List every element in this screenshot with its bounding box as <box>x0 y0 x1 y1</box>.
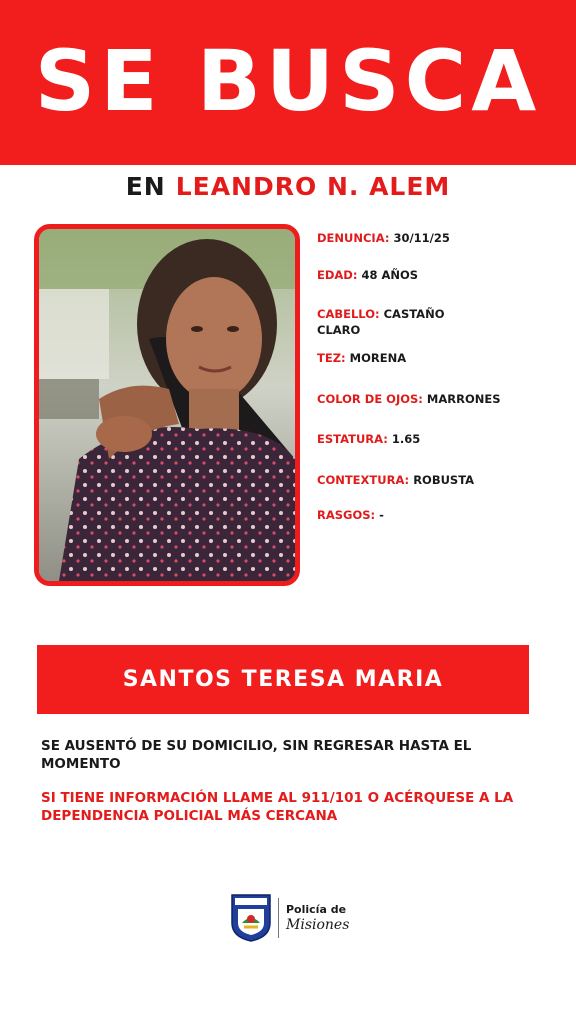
detail-value: 1.65 <box>391 432 421 446</box>
police-shield-icon <box>230 893 272 943</box>
detail-color-ojos <box>317 391 557 407</box>
detail-label: DENUNCIA: <box>317 231 390 245</box>
detail-value: MORENA <box>349 351 407 365</box>
header-banner <box>0 0 576 165</box>
detail-rasgos <box>317 507 557 523</box>
detail-value: ROBUSTA <box>413 473 475 487</box>
police-logo <box>230 892 349 944</box>
person-photo <box>34 224 300 586</box>
detail-estatura <box>317 431 557 447</box>
detail-tez <box>317 350 557 366</box>
detail-edad <box>317 267 557 283</box>
logo-line2: Misiones <box>286 917 350 933</box>
detail-cabello <box>317 306 447 338</box>
detail-label: COLOR DE OJOS: <box>317 392 423 406</box>
detail-value: 48 AÑOS <box>361 268 419 282</box>
detail-label: ESTATURA: <box>317 432 388 446</box>
detail-label: TEZ: <box>317 351 346 365</box>
logo-line1: Policía de <box>286 903 347 916</box>
logo-text <box>286 903 349 933</box>
detail-label: EDAD: <box>317 268 358 282</box>
page-title: SE BUSCA <box>34 31 542 130</box>
detail-contextura <box>317 472 557 488</box>
location-city: LEANDRO N. ALEM <box>175 172 451 201</box>
logo-divider <box>278 898 279 938</box>
detail-value: 30/11/25 <box>393 231 450 245</box>
absence-message: SE AUSENTÓ DE SU DOMICILIO, SIN REGRESAR HASTA EL MOMENTO <box>41 738 472 772</box>
detail-value: CASTAÑO CLARO <box>317 307 445 337</box>
location-prefix: EN <box>125 172 166 201</box>
detail-label: CONTEXTURA: <box>317 473 410 487</box>
info-message: SI TIENE INFORMACIÓN LLAME AL 911/101 O ACÉRQUESE A LA DEPENDENCIA POLICIAL MÁS CERCANA <box>41 790 514 824</box>
detail-label: CABELLO: <box>317 307 380 321</box>
detail-value: - <box>379 508 384 522</box>
detail-value: MARRONES <box>426 392 501 406</box>
location-line <box>0 172 576 201</box>
person-name: SANTOS TERESA MARIA <box>122 667 444 692</box>
name-banner <box>37 645 529 714</box>
photo-illustration <box>39 229 295 581</box>
detail-label: RASGOS: <box>317 508 376 522</box>
detail-denuncia <box>317 230 557 246</box>
